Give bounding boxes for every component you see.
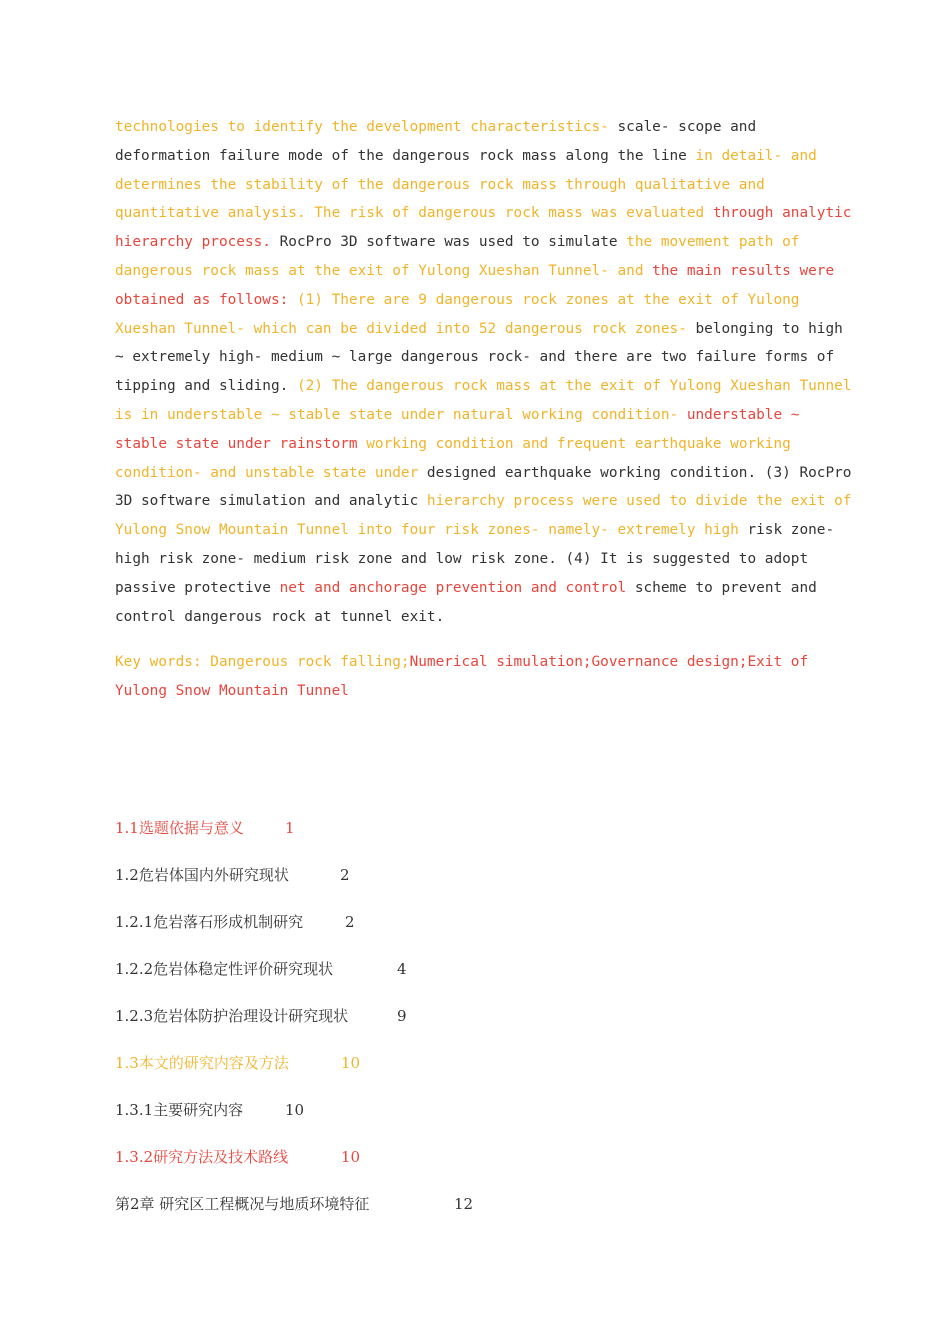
abstract-text-segment: technologies to identify the development characteristics- [115,119,618,135]
abstract-text-segment: understable ~ [686,406,800,423]
abstract-text-segment: the main results were [652,262,835,279]
abstract-text-segment: passive protective [115,579,280,596]
abstract-text-segment: dangerous rock mass at the exit of Yulong Xueshan Tunnel- and [115,262,653,279]
abstract-text-segment: 3D software simulation and analytic [115,493,427,510]
abstract-line [115,171,835,200]
abstract-text-segment: risk zone- [747,522,835,539]
toc-entry-title: 1.2.2危岩体稳定性评价研究现状 [115,960,334,978]
abstract-text-segment: scheme to prevent and [634,579,817,596]
toc-entry-page-number: 1 [285,819,295,837]
toc-entry-title: 1.2.3危岩体防护治理设计研究现状 [115,1007,349,1025]
abstract-line [115,113,835,142]
abstract-line [115,574,835,603]
keywords-line [115,648,835,677]
abstract-line [115,142,835,171]
abstract-text-segment: hierarchy process. [115,234,280,251]
abstract-line [115,459,852,488]
toc-entry-title: 1.1选题依据与意义 [115,819,244,837]
keywords-text-segment: Numerical simulation;Governance design;Exit of [409,654,809,670]
toc-entry-title: 1.3.1主要研究内容 [115,1101,244,1119]
toc-entry-page-number: 4 [397,960,407,978]
abstract-line [115,228,835,257]
toc-entry[interactable] [115,910,355,934]
toc-entry-page-number: 12 [454,1195,474,1213]
toc-entry[interactable] [115,1004,407,1028]
toc-entry-title: 1.3本文的研究内容及方法 [115,1054,289,1072]
abstract-line [115,257,835,286]
abstract-text-segment: obtained as follows: [115,291,297,308]
toc-entry[interactable] [115,1145,361,1169]
abstract-text-segment: control dangerous rock at tunnel exit. [115,608,445,625]
abstract-text-segment: stable state under rainstorm [115,435,367,452]
abstract-text-segment: deformation failure mode of the dangerous rock mass along the line [115,147,696,164]
keywords-text-segment: Yulong Snow Mountain Tunnel [115,682,349,699]
toc-entry[interactable] [115,816,295,840]
abstract-line [115,603,835,632]
toc-entry[interactable] [115,1098,305,1122]
abstract-text-segment: designed earthquake working condition. (3) RocPro [426,464,852,481]
abstract-text-segment: (2) The dangerous rock mass at the exit of Yulong Xueshan Tunnel [296,378,852,395]
abstract-text-segment: scale- scope and [617,119,757,135]
abstract-text-segment: ~ extremely high- medium ~ large dangerous rock- and there are two failure forms of [115,349,835,366]
toc-entry[interactable] [115,863,350,887]
abstract-line [115,372,852,401]
abstract-text-segment: belonging to high [695,320,843,337]
abstract-text-segment: (1) There are 9 dangerous rock zones at the exit of Yulong [296,291,800,308]
abstract-line [115,199,852,228]
toc-entry[interactable] [115,1051,361,1075]
abstract-text-segment: determines the stability of the dangerous rock mass through qualitative and [115,176,765,193]
toc-entry-page-number: 9 [397,1007,407,1025]
abstract-text-segment: is in understable ~ stable state under natural working condition- [115,406,687,423]
abstract-paragraph [115,113,852,631]
abstract-text-segment: in detail- and [695,147,817,164]
abstract-text-segment: RocPro 3D software was used to simulate [279,234,627,251]
toc-entry-page-number: 10 [341,1148,361,1166]
abstract-text-segment: through analytic [712,205,852,222]
abstract-line [115,401,835,430]
toc-entry-page-number: 2 [345,913,355,931]
abstract-line [115,286,835,315]
abstract-text-segment: high risk zone- medium risk zone and low risk zone. (4) It is suggested to adopt [115,550,809,567]
toc-entry-page-number: 10 [285,1101,305,1119]
toc-entry[interactable] [115,1192,474,1216]
keywords-paragraph [115,648,835,706]
abstract-line [115,343,835,372]
keywords-line [115,677,835,706]
toc-entry-page-number: 2 [340,866,350,884]
toc-entry[interactable] [115,957,407,981]
abstract-text-segment: hierarchy process were used to divide the exit of [426,493,852,510]
abstract-text-segment: tipping and sliding. [115,378,297,395]
abstract-text-segment: condition- and unstable state under [115,464,427,481]
abstract-text-segment: quantitative analysis. The risk of dangerous rock mass was evaluated [115,205,713,222]
abstract-text-segment: Yulong Snow Mountain Tunnel into four risk zones- namely- extremely high [115,522,748,539]
abstract-line [115,545,835,574]
abstract-line [115,487,852,516]
toc-entry-page-number: 10 [341,1054,361,1072]
toc-entry-title: 第2章 研究区工程概况与地质环境特征 [115,1195,370,1213]
abstract-text-segment: the movement path of [626,234,800,251]
abstract-line [115,516,835,545]
abstract-text-segment: Xueshan Tunnel- which can be divided into 52 dangerous rock zones- [115,320,696,337]
keywords-text-segment: Key words: Dangerous rock falling; [115,654,410,670]
toc-entry-title: 1.2危岩体国内外研究现状 [115,866,289,884]
toc-entry-title: 1.3.2研究方法及技术路线 [115,1148,289,1166]
abstract-text-segment: net and anchorage prevention and control [279,579,635,596]
abstract-line [115,430,835,459]
abstract-line [115,315,843,344]
toc-entry-title: 1.2.1危岩落石形成机制研究 [115,913,304,931]
abstract-text-segment: working condition and frequent earthquake working [366,435,791,452]
